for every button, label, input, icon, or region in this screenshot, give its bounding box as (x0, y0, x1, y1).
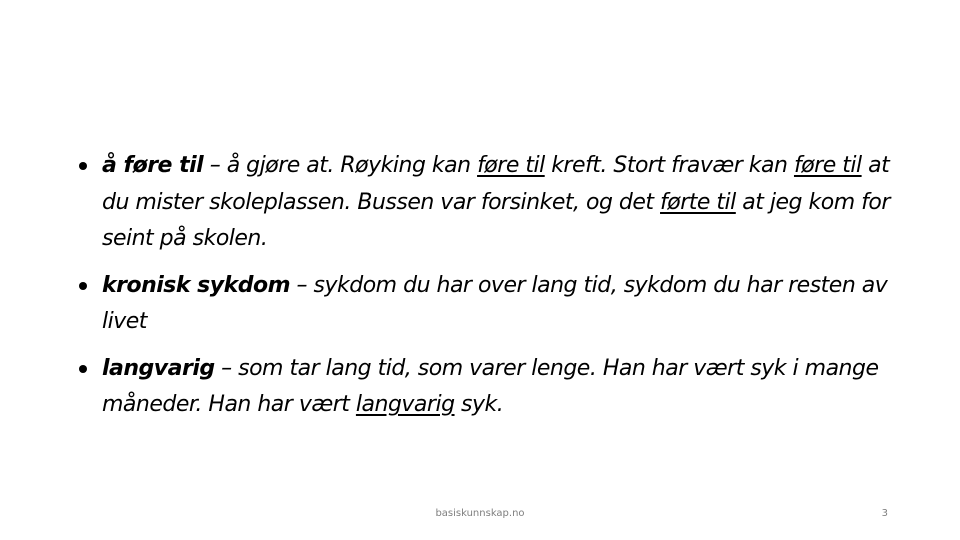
underlined-example: førte til (660, 189, 736, 215)
underlined-example: langvarig (355, 392, 455, 417)
underlined-example: føre til (477, 153, 545, 178)
list-item-kronisk-sykdom (78, 268, 898, 341)
definition-text: – sykdom du har over lang tid, sykdom du har resten av livet (102, 272, 888, 334)
list-item-langvarig (78, 351, 898, 424)
definition-text: – å gjøre at. Røyking kan (203, 153, 478, 178)
definition-text: – som tar lang tid, som varer lenge. Han har vært syk i mange måneder. Han har vært (102, 355, 879, 417)
bullet-icon (79, 162, 87, 170)
footer-source: basiskunnskap.no (435, 508, 525, 519)
definition-text: at du mister skoleplassen. Bussen var forsinket, og det (102, 153, 890, 215)
list-item-fore-til (78, 148, 898, 258)
term: kronisk sykdom (102, 272, 291, 298)
bullet-icon (79, 365, 87, 373)
term: å føre til (102, 153, 204, 178)
definition-text: kreft. Stort fravær kan (544, 153, 794, 178)
underlined-example: føre til (793, 153, 862, 178)
bullet-icon (79, 282, 87, 290)
term: langvarig (102, 355, 215, 381)
bullet-list (78, 148, 898, 434)
definition-text: at jeg kom for seint på skolen. (102, 189, 890, 251)
page-number: 3 (881, 508, 888, 519)
definition-text: syk. (454, 392, 504, 417)
